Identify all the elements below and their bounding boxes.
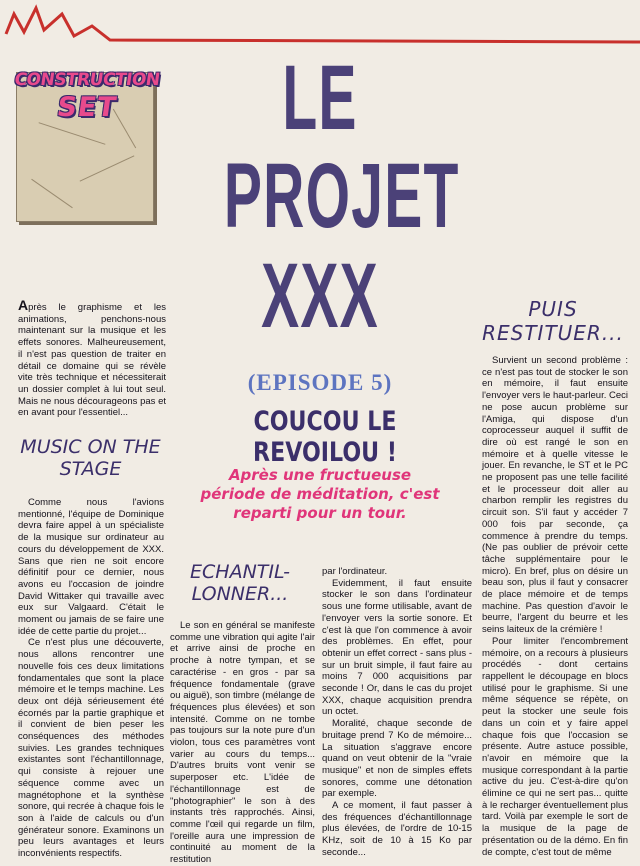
paragraph: Moralité, chaque seconde de bruitage prend 7 Ko de mémoire... La situation s'aggrave encore quand on veut obtenir de la "vraie musique" et non de simples effets sonores, comme une détonation par exemple. [322, 718, 472, 800]
intro-paragraph: Après le graphisme et les animations, penchons-nous maintenant sur la musique et les effets sonores. Malheureusement, il n'est pas question de traiter en détail ce domaine qui se révèle vite très technique et nécessiterait un dossier complet à lui tout seul. Mais ne nous décourageons pas et en avant pour l'essentiel... [18, 297, 166, 419]
episode-label: (EPISODE 5) [247, 370, 393, 395]
column-1 [18, 497, 164, 860]
column-1-intro [18, 297, 166, 419]
intro-blurb: Après une fructueuse période de méditation, c'est reparti pour un tour. [200, 466, 440, 522]
paragraph: Pour limiter l'encombrement mémoire, on a recours à plusieurs procédés - dont certains rappellent le découpage en blocs utilisé pour le graphisme. Si une même séquence se répète, on peut la stocker une seule fois dans un coin et y faire appel chaque fois que l'occasion se présente. Autre astuce possible, n'avoir en mémoire que la musique correspondant à la partie active du jeu. C'est-à-dire qu'on élimine ce qui ne sert pas... quitte à le recharger éventuellement plus tard. Voilà par exemple le sort de la musique de la page de présentation ou de la démo. En fin de compte, c'est tout de même [482, 635, 628, 858]
heading-music-on-the-stage: MUSIC ON THE STAGE [20, 436, 161, 480]
paragraph: Comme nous l'avions mentionné, l'équipe de Dominique devra faire appel à un spécialiste de la musique sur ordinateur au cours du développement de XXX. Sans que rien ne soit encore définitif pour ce dernier, nous avons eu l'occasion de joindre David Wittaker qui travaille avec eux sur Valgaard. C'était le moment ou jamais de se faire une idée de cette partie du projet... [18, 497, 164, 637]
logo-word-set: SET [55, 92, 119, 123]
subtitle: COUCOU LE REVOILOU ! [253, 406, 397, 468]
heading-echantillonner: ECHANTIL-LONNER... [190, 561, 290, 605]
construction-set-logo [12, 62, 162, 232]
paragraph: Survient un second problème : ce n'est pas tout de stocker le son en mémoire, il faut ensuite l'envoyer vers le haut-parleur. Ceci ne pose aucun problème sur l'Amiga, qui dispose d'un coprocesseur auquel il suffit de dire où est rangé le son en mémoire et à quelle vitesse le jouer. En revanche, le ST et le PC ne proposent pas une telle facilité et le processeur doit aller au charbon remplir les registres du circuit son. S'il faut y accéder 7 000 fois par seconde, ça commence à prendre du temps. (Ne pas oublier de prévoir cette tâche supplémentaire pour le micro). En bref, plus on désire un beau son, plus il faut y consacrer de place mémoire et de temps machine. Pas question d'avoir le beurre, l'argent du beurre et les seins laiteux de la crémière ! [482, 355, 628, 636]
logo-word-construction: CONSTRUCTION [13, 70, 161, 90]
paragraph: par l'ordinateur. [322, 566, 388, 577]
zigzag-border [0, 0, 640, 50]
title-line-2: PROJET [223, 145, 460, 247]
paragraph: Le son en général se manifeste comme une vibration qui agite l'air et arrive ainsi de proche en proche à notre tympan, et se caractérise - en gros - par sa fréquence fondamentale (grave ou aiguë), son timbre (mélange de fréquences plus élevées) et son intensité. Comme on ne tombe pas toujours sur la note pure d'un violon, tous ces paramètres vont varier au cours du temps... D'autres bruits vont venir se superposer etc. L'idée de l'échantillonnage est de "photographier" le son à des instants très rapprochés. Ainsi, comme l'œil qui regarde un film, l'oreille aura une impression de continuité au moment de la restitution [170, 620, 315, 866]
paragraph: Evidemment, il faut ensuite stocker le son dans l'ordinateur sous une forme utilisable, avant de l'envoyer vers la sortie sonore. Et c'est là que l'on commence à avoir des problèmes. En effet, pour obtenir un effet correct - sans plus - sur un bruit simple, il faut faire au moins 7 000 acquisitions par seconde ! Or, dans le cas du projet XXX, chaque acquisition prendra un octet. [322, 577, 472, 718]
column-3 [322, 566, 472, 859]
title-line-1: LE [282, 47, 358, 149]
column-4 [482, 355, 628, 858]
paragraph: A ce moment, il faut passer à des fréquences d'échantillonnage plus élevées, de l'ordre de 10-15 KHz, soit de 10 à 15 Ko par seconde... [322, 800, 472, 858]
heading-puis-restituer: PUIS RESTITUER... [482, 297, 624, 345]
column-2 [170, 620, 315, 866]
title-line-3: XXX [261, 245, 379, 347]
paragraph: Ce n'est plus une découverte, nous allons rencontrer une nouvelle fois ces deux limitations fondamentales que sont la place mémoire et le temps machine. Les deux ont déjà sérieusement été écornés par la partie graphique et il convient de bien peser les conséquences des méthodes suivies. Les grandes techniques existantes sont l'échantillonnage, qui consiste à rejouer une séquence comme avec un magnétophone et la synthèse sonore, qui recrée à chaque fois le son à l'aide de calculs ou d'un générateur sonore. Examinons un peu leurs avantages et leurs inconvénients respectifs. [18, 637, 164, 860]
